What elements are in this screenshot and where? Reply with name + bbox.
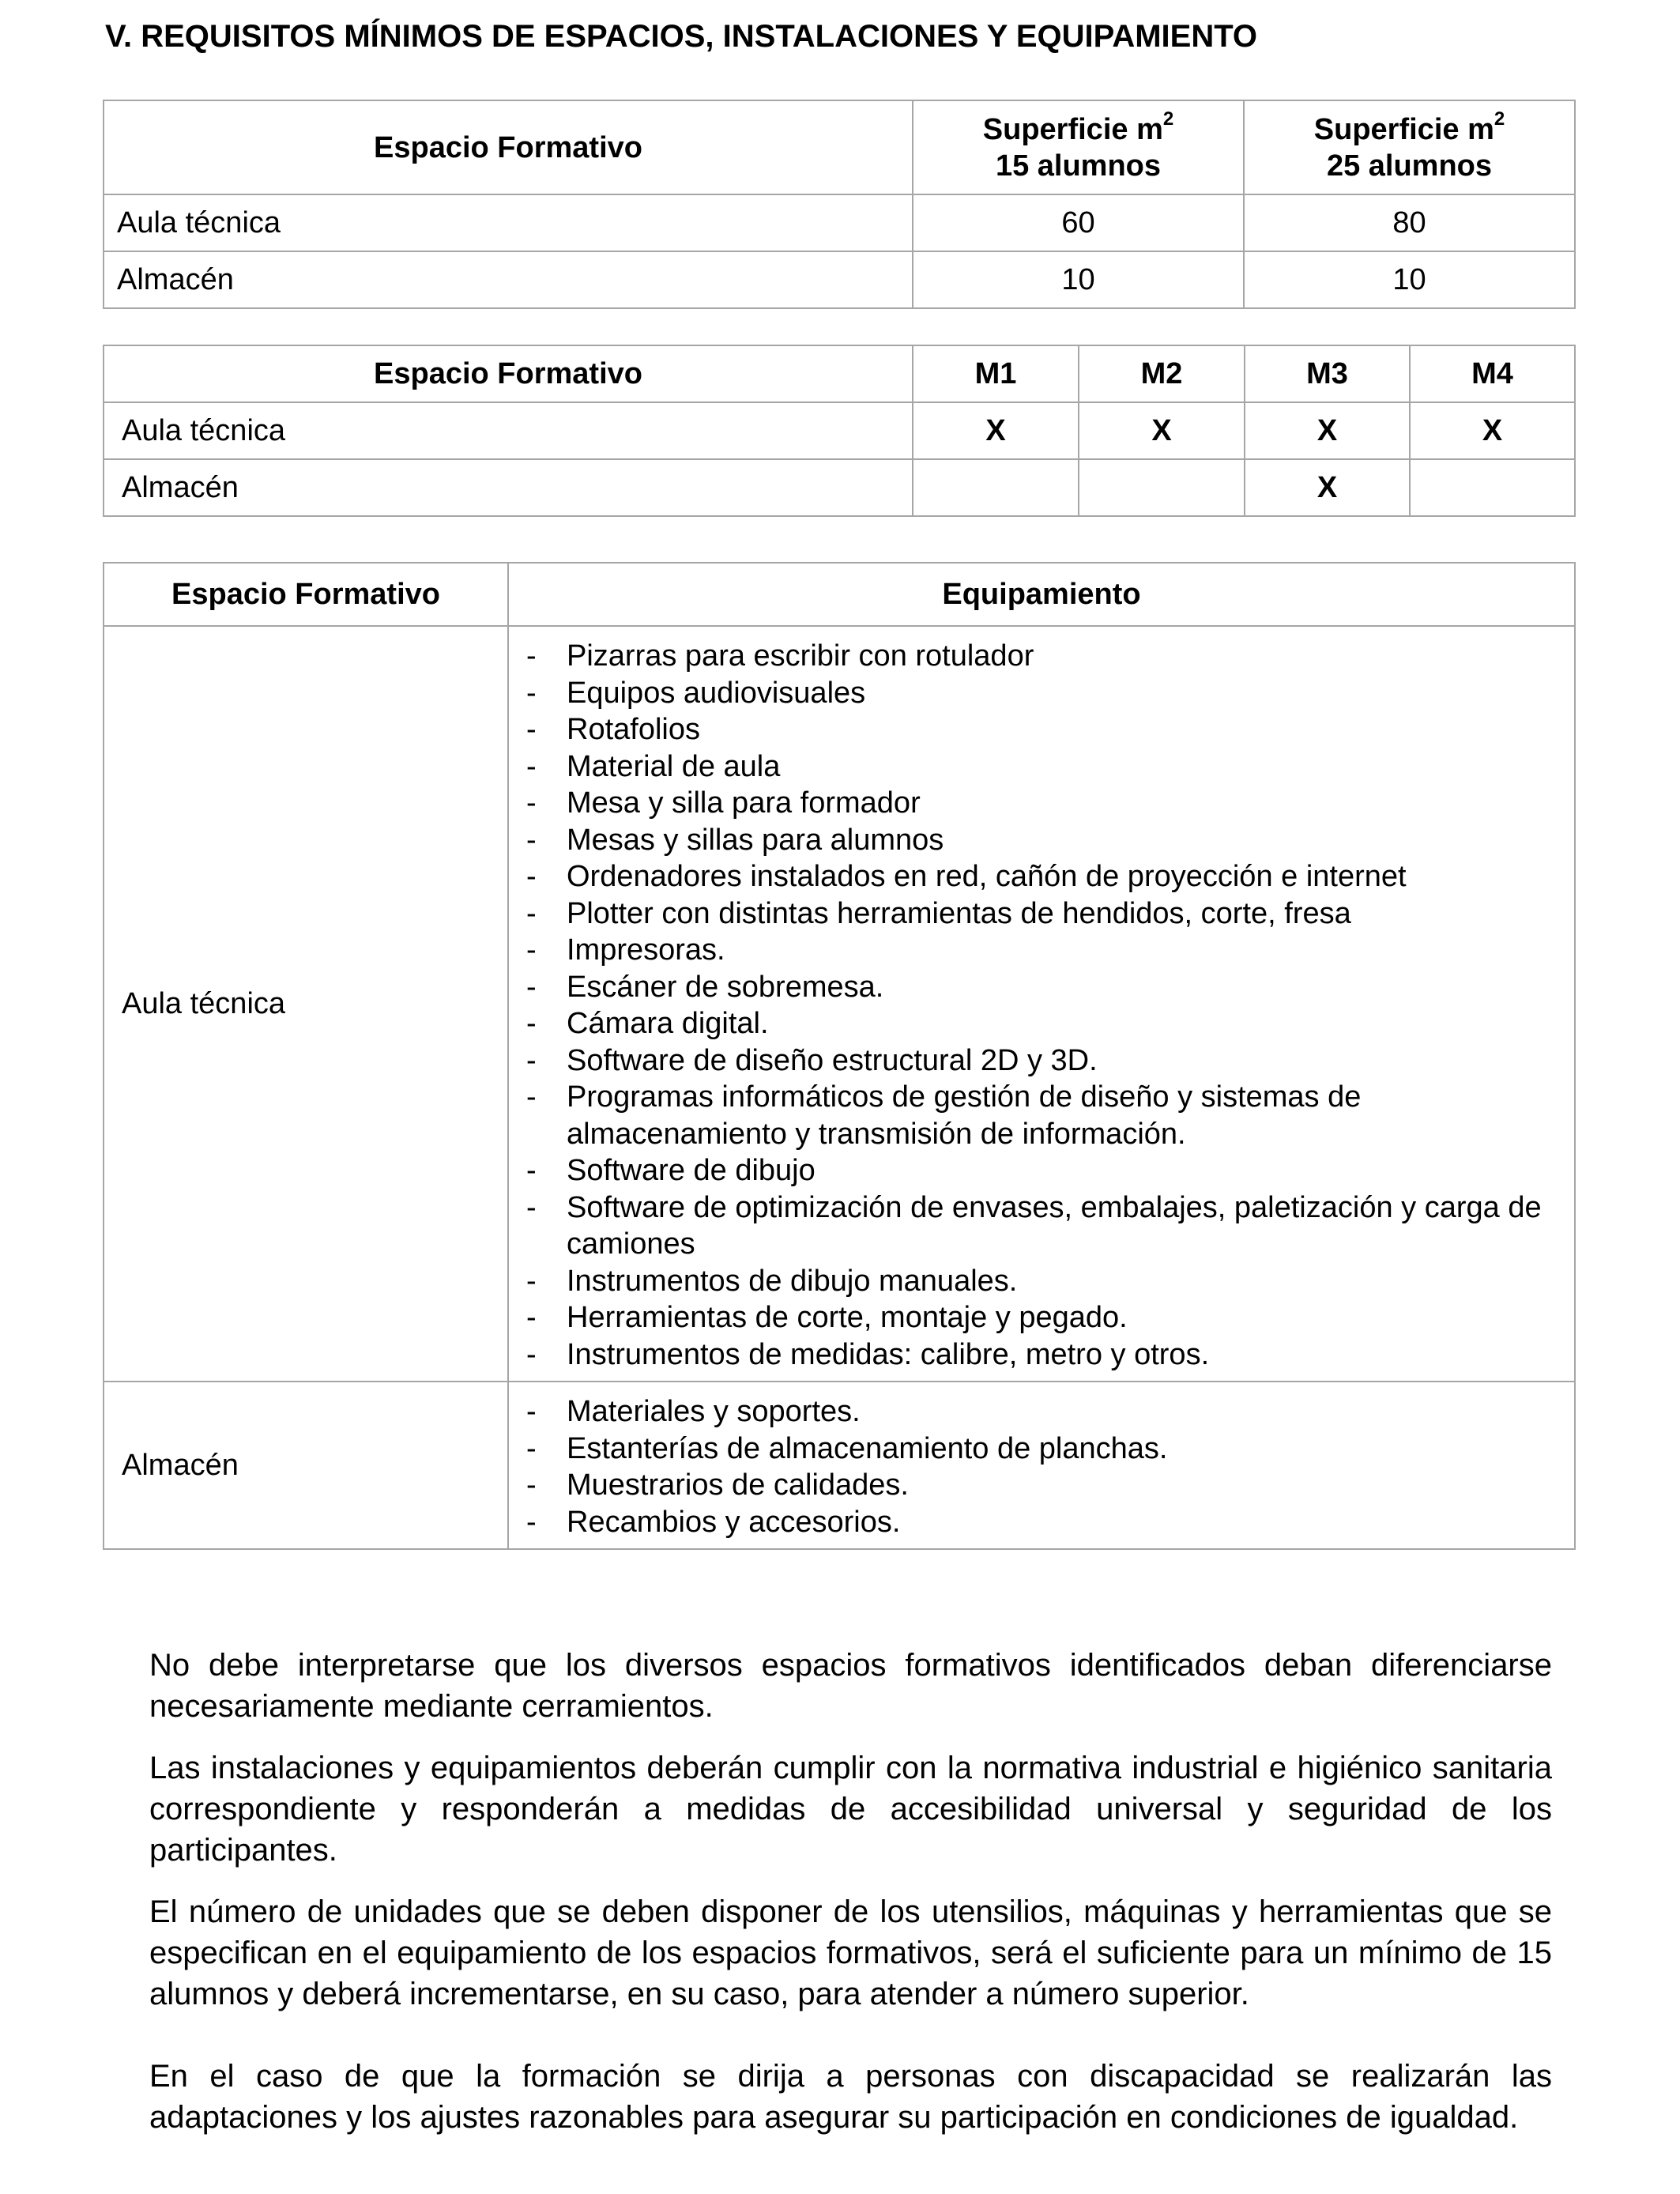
equipment-item: - Mesas y sillas para alumnos xyxy=(509,822,1574,859)
mark-m1: X xyxy=(913,402,1079,459)
equipment-item: - Estanterías de almacenamiento de planchas. xyxy=(509,1431,1574,1468)
row-name: Almacén xyxy=(104,1382,508,1549)
value-25: 10 xyxy=(1244,251,1575,308)
equipment-item: - Muestrarios de calidades. xyxy=(509,1467,1574,1504)
superscript: 2 xyxy=(1494,107,1505,130)
table-row xyxy=(104,194,1575,251)
equipment-item: - Recambios y accesorios. xyxy=(509,1504,1574,1541)
table-row xyxy=(104,402,1575,459)
row-name: Aula técnica xyxy=(104,194,913,251)
equipment-list xyxy=(509,1393,1574,1540)
equipment-item: - Material de aula xyxy=(509,748,1574,786)
table-row xyxy=(104,251,1575,308)
equipment-item: - Programas informáticos de gestión de diseño y sistemas de almacenamiento y transmisión de información. xyxy=(509,1079,1574,1152)
equipment-item: - Ordenadores instalados en red, cañón de proyección e internet xyxy=(509,858,1574,895)
header-label: Superficie m xyxy=(982,112,1163,146)
header-sublabel: 15 alumnos xyxy=(995,149,1162,183)
table-row xyxy=(104,1382,1575,1549)
equipment-list-cell xyxy=(508,1382,1575,1549)
header-m3: M3 xyxy=(1245,345,1410,402)
equipment-item: - Materiales y soportes. xyxy=(509,1393,1574,1431)
equipment-list xyxy=(509,638,1574,1373)
mark-m1 xyxy=(913,459,1079,516)
module-table xyxy=(103,345,1576,517)
header-espacio-formativo: Espacio Formativo xyxy=(104,563,508,626)
equipment-item: - Escáner de sobremesa. xyxy=(509,969,1574,1006)
row-name: Aula técnica xyxy=(104,402,913,459)
mark-m4 xyxy=(1410,459,1575,516)
equipment-item: - Pizarras para escribir con rotulador xyxy=(509,638,1574,675)
surface-table xyxy=(103,100,1576,309)
equipment-item: - Rotafolios xyxy=(509,711,1574,748)
equipment-item: - Herramientas de corte, montaje y pegado. xyxy=(509,1299,1574,1336)
row-name: Almacén xyxy=(104,459,913,516)
header-label: Superficie m xyxy=(1313,112,1494,146)
equipment-table xyxy=(103,562,1576,1550)
equipment-item: - Mesa y silla para formador xyxy=(509,785,1574,822)
equipment-list-cell xyxy=(508,626,1575,1382)
paragraph: El número de unidades que se deben disponer de los utensilios, máquinas y herramientas que se especifican en el equipamiento de los espacios formativos, será el suficiente para un mínimo de 15 alumnos y deberá incrementarse, en su caso, para atender a número superior. xyxy=(149,1894,1552,2011)
header-m1: M1 xyxy=(913,345,1079,402)
table-row xyxy=(104,626,1575,1382)
mark-m2: X xyxy=(1079,402,1245,459)
row-name: Almacén xyxy=(104,251,913,308)
equipment-item: - Software de diseño estructural 2D y 3D. xyxy=(509,1042,1574,1080)
header-equipamiento: Equipamiento xyxy=(508,563,1575,626)
table-header-row xyxy=(104,563,1575,626)
header-superficie-15 xyxy=(913,100,1244,194)
notes-section xyxy=(149,1645,1552,2138)
header-espacio-formativo: Espacio Formativo xyxy=(104,100,913,194)
mark-m4: X xyxy=(1410,402,1575,459)
header-espacio-formativo: Espacio Formativo xyxy=(104,345,913,402)
header-m4: M4 xyxy=(1410,345,1575,402)
row-name: Aula técnica xyxy=(104,626,508,1382)
mark-m3: X xyxy=(1245,402,1410,459)
table-row xyxy=(104,459,1575,516)
equipment-item: - Instrumentos de medidas: calibre, metro y otros. xyxy=(509,1336,1574,1374)
table-header-row xyxy=(104,345,1575,402)
header-m2: M2 xyxy=(1079,345,1245,402)
equipment-item: - Software de dibujo xyxy=(509,1152,1574,1189)
table-header-row xyxy=(104,100,1575,194)
equipment-item: - Instrumentos de dibujo manuales. xyxy=(509,1263,1574,1300)
paragraph: No debe interpretarse que los diversos espacios formativos identificados deban diferenciarse necesariamente mediante cerramientos. xyxy=(149,1648,1552,1724)
value-15: 10 xyxy=(913,251,1244,308)
mark-m2 xyxy=(1079,459,1245,516)
paragraph: Las instalaciones y equipamientos deberán cumplir con la normativa industrial e higiénico sanitaria correspondiente y responderán a medidas de accesibilidad universal y seguridad de los participantes. xyxy=(149,1751,1552,1868)
header-sublabel: 25 alumnos xyxy=(1326,149,1493,183)
section-heading: V. REQUISITOS MÍNIMOS DE ESPACIOS, INSTALACIONES Y EQUIPAMIENTO xyxy=(105,19,1258,54)
mark-m3: X xyxy=(1245,459,1410,516)
superscript: 2 xyxy=(1162,107,1174,130)
equipment-item: - Equipos audiovisuales xyxy=(509,675,1574,712)
equipment-item: - Impresoras. xyxy=(509,932,1574,969)
equipment-item: - Cámara digital. xyxy=(509,1005,1574,1042)
equipment-item: - Software de optimización de envases, embalajes, paletización y carga de camiones xyxy=(509,1189,1574,1263)
value-15: 60 xyxy=(913,194,1244,251)
header-superficie-25 xyxy=(1244,100,1575,194)
equipment-item: - Plotter con distintas herramientas de hendidos, corte, fresa xyxy=(509,895,1574,933)
paragraph: En el caso de que la formación se dirija a personas con discapacidad se realizarán las adaptaciones y los ajustes razonables para asegurar su participación en condiciones de igualdad. xyxy=(149,2059,1552,2135)
value-25: 80 xyxy=(1244,194,1575,251)
